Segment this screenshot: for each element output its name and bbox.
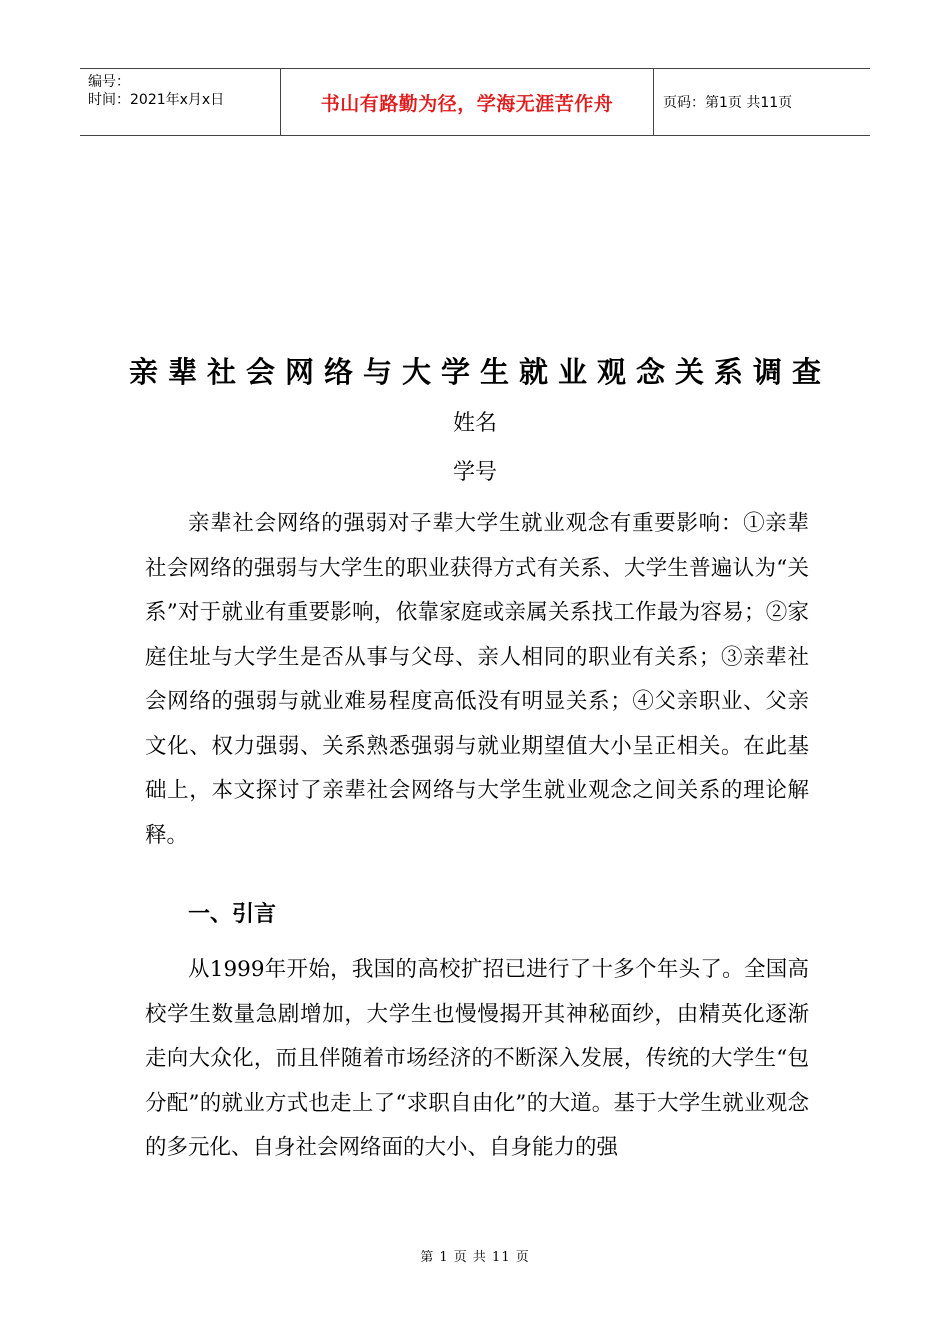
author-name-label: 姓名	[452, 411, 497, 436]
document-title: 亲辈社会网络与大学生就业观念关系调查	[128, 355, 831, 389]
header-page-cell	[654, 69, 870, 135]
page-footer: 第 1 页 共 11 页	[420, 1250, 530, 1265]
introduction-paragraph: 从1999年开始，我国的高校扩招已进行了十多个年头了。全国高校学生数量急剧增加，大学生也慢慢揭开其神秘面纱，由精英化逐渐走向大众化，而且伴随着市场经济的不断深入发展，传统的大学生“包分配”的就业方式也走上了“求职自由化”的大道。基于大学生就业观念的多元化、自身社会网络面的大小、自身能力的强	[145, 957, 809, 1160]
header-motto-cell	[281, 69, 654, 135]
section-heading-introduction: 一、引言	[188, 902, 277, 927]
student-id-label: 学号	[452, 460, 497, 485]
header-page-info: 页码：第1页 共11页	[663, 95, 793, 111]
page-header	[80, 68, 870, 136]
header-motto: 书山有路勤为径，学海无涯苦作舟	[320, 92, 614, 115]
document-number-label: 编号：	[88, 74, 130, 90]
header-meta-cell	[80, 69, 281, 135]
abstract-paragraph: 亲辈社会网络的强弱对子辈大学生就业观念有重要影响：①亲辈社会网络的强弱与大学生的职业获得方式有关系、大学生普遍认为“关系”对于就业有重要影响，依靠家庭或亲属关系找工作最为容易；②家庭住址与大学生是否从事与父母、亲人相同的职业有关系；③亲辈社会网络的强弱与就业难易程度高低没有明显关系；④父亲职业、父亲文化、权力强弱、关系熟悉强弱与就业期望值大小呈正相关。在此基础上，本文探讨了亲辈社会网络与大学生就业观念之间关系的理论解释。	[145, 511, 809, 848]
document-time-label: 时间：2021年x月x日	[88, 92, 225, 108]
